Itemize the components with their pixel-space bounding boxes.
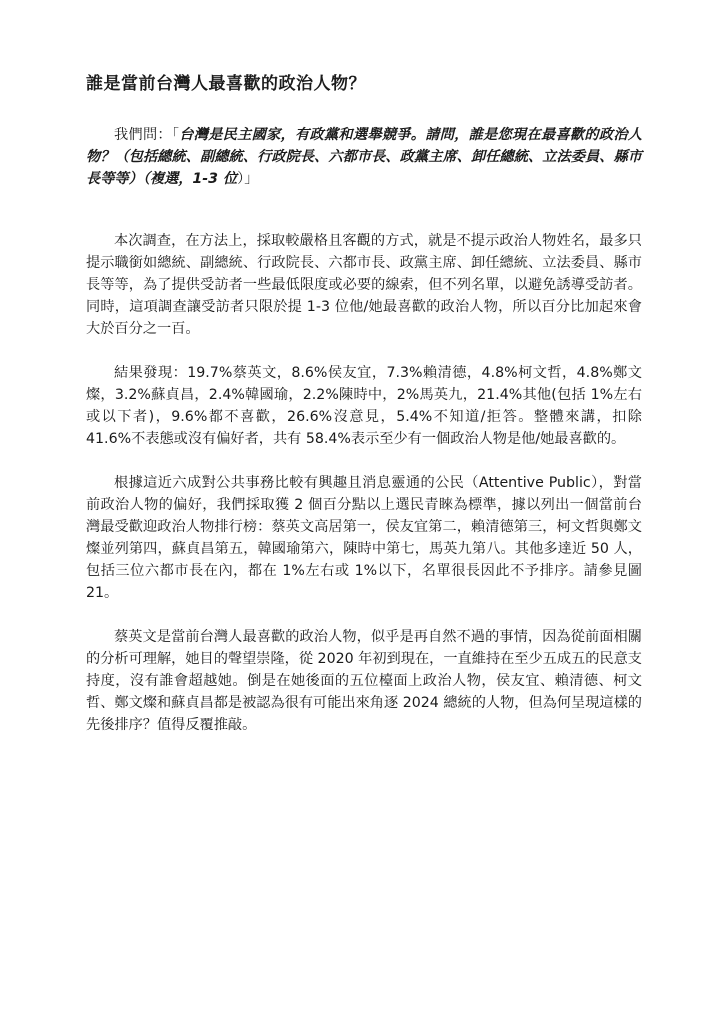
paragraph-analysis: 蔡英文是當前台灣人最喜歡的政治人物，似乎是再自然不過的事情，因為從前面相關的分析可理解，她目的聲望崇隆，從 2020 年初到現在，一直維持在至少五成五的民意支持度，沒有誰會超越她。倒是在她後面的五位檯面上政治人物，侯友宜、賴清德、柯文哲、鄭文燦和蘇貞昌都是被認為很有可能出來角逐 2024 總統的人物，但為何呈現這樣的先後排序？值得反覆推敲。 bbox=[86, 629, 642, 733]
paragraph-ranking: 根據這近六成對公共事務比較有興趣且消息靈通的公民（Attentive Public），對當前政治人物的偏好，我們採取獲 2 個百分點以上選民青睞為標準，據以列出一個當前台灣最受歡迎政治人物排行榜：蔡英文高居第一，侯友宜第二，賴清德第三，柯文哲與鄭文燦並列第四，蘇貞昌第五，韓國瑜第六，陳時中第七，馬英九第八。其他多達近 50 人，包括三位六都市長在內，都在 1%左右或 1%以下，名單很長因此不予排序。請參見圖 21。 bbox=[86, 475, 642, 601]
paragraph-method: 本次調查，在方法上，採取較嚴格且客觀的方式，就是不提示政治人物姓名，最多只提示職銜如總統、副總統、行政院長、六都市長、政黨主席、卸任總統、立法委員、縣市長等等，為了提供受訪者一些最低限度或必要的線索，但不列名單，以避免誘導受訪者。同時，這項調查讓受訪者只限於提 1-3 位他/她最喜歡的政治人物，所以百分比加起來會大於百分之一百。 bbox=[86, 233, 642, 337]
question-suffix: ）」 bbox=[237, 171, 259, 187]
document-page bbox=[86, 72, 642, 758]
question-prefix: 我們問：「 bbox=[114, 127, 180, 143]
question-count: 1-3 位 bbox=[192, 171, 238, 187]
paragraph-results: 結果發現：19.7%蔡英文，8.6%侯友宜，7.3%賴清德，4.8%柯文哲，4.8%鄭文燦，3.2%蘇貞昌，2.4%韓國瑜，2.2%陳時中，2%馬英九，21.4%其他(包括 1%左右或以下者)，9.6%都不喜歡，26.6%沒意見，5.4%不知道/拒答。整體來講，扣除 41.6%不表態或沒有偏好者，共有 58.4%表示至少有一個政治人物是他/她最喜歡的。 bbox=[86, 365, 642, 447]
question-body: 台灣是民主國家，有政黨和選舉競爭。請問，誰是您現在最喜歡的政治人物？（包括總統、副總統、行政院長、六都市長、政黨主席、卸任總統、立法委員、縣市長等等）（複選， bbox=[86, 127, 642, 187]
survey-question bbox=[86, 124, 642, 190]
page-title: 誰是當前台灣人最喜歡的政治人物？ bbox=[86, 74, 366, 94]
